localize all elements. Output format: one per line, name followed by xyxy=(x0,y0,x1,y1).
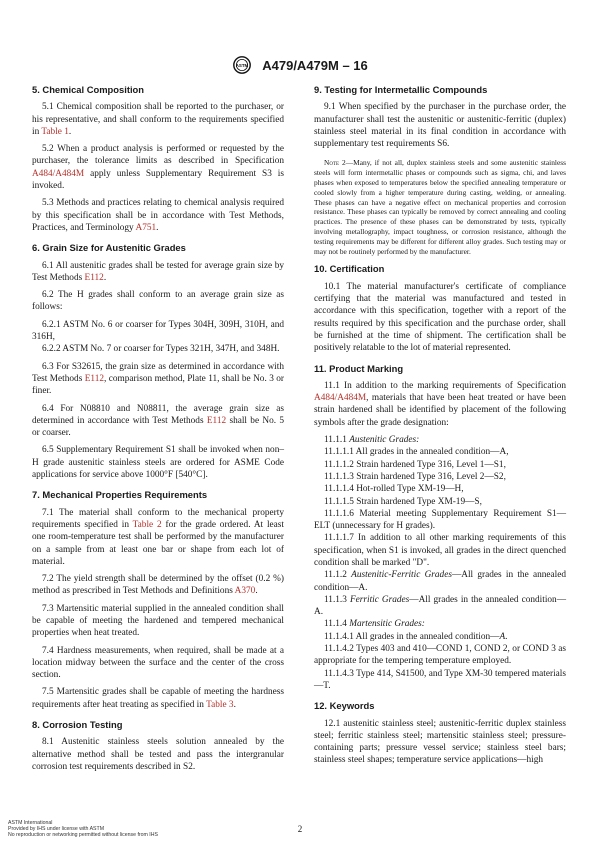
para-11-1-2: 11.1.2 Austenitic-Ferritic Grades—All grades in the annealed condition—A. xyxy=(314,570,566,593)
para-11-1-1-3: 11.1.1.3 Strain hardened Type 316, Level 2—S2, xyxy=(324,471,506,482)
footer-line: No reproduction or networking permitted without license from IHS xyxy=(8,832,158,838)
section-8-title: 8. Corrosion Testing xyxy=(32,719,123,731)
para-11-1-1-2: 11.1.1.2 Strain hardened Type 316, Level 1—S1, xyxy=(324,459,506,470)
astm-logo-icon xyxy=(232,56,252,74)
para-6-5: 6.5 Supplementary Requirement S1 shall be invoked when non–H grade austenitic stainless steels are ordered for ASME Code applications for service above 1000°F [540°C]. xyxy=(32,445,284,481)
footer-line: Provided by IHS under license with ASTM xyxy=(8,826,105,832)
section-7-title: 7. Mechanical Properties Requirements xyxy=(32,489,208,501)
para-11-1-4-1: 11.1.4.1 All grades in the annealed condition—A. xyxy=(324,631,508,642)
para-7-5: 7.5 Martensitic grades shall be capable of meeting the hardness requirements after heat treating as specified in Table 3. xyxy=(32,687,284,710)
para-9-1: 9.1 When specified by the purchaser in the purchase order, the manufacturer shall test the austenitic or austenitic-ferritic (duplex) stainless steel material in its final condition in accordance with supplementary test requirements S6. xyxy=(314,102,566,150)
section-11-title: 11. Product Marking xyxy=(314,362,404,374)
link-e112[interactable]: E112 xyxy=(84,272,104,283)
para-6-2: 6.2 The H grades shall conform to an average grain size as follows: xyxy=(32,290,284,313)
section-9-title: 9. Testing for Intermetallic Compounds xyxy=(314,84,488,95)
section-10-title: 10. Certification xyxy=(314,263,385,275)
document-id: A479/A479M – 16 xyxy=(262,57,368,73)
link-a751[interactable]: A751 xyxy=(135,222,157,233)
link-table-2[interactable]: Table 2 xyxy=(132,519,162,530)
section-6-title: 6. Grain Size for Austenitic Grades xyxy=(32,242,186,254)
section-12-title: 12. Keywords xyxy=(314,700,375,712)
section-5-title: 5. Chemical Composition xyxy=(32,84,144,95)
note-label: Note 2 xyxy=(324,158,346,168)
link-a370[interactable]: A370 xyxy=(234,586,256,597)
link-table-1[interactable]: Table 1 xyxy=(41,126,69,137)
para-6-1: 6.1 All austenitic grades shall be tested for average grain size by Test Methods E112. xyxy=(32,260,284,283)
para-5-1: 5.1 Chemical composition shall be reported to the purchaser, or his representative, and shall conform to the requirements specified in Table 1. xyxy=(32,102,284,137)
para-12-1: 12.1 austenitic stainless steel; austenitic-ferritic duplex stainless steel; ferritic stainless steel; martensitic stainless steel; pressure-containing parts; pressure vessel service; stainless steel bars; stainless steel shapes; temperature service applications—high xyxy=(314,718,566,766)
left-column xyxy=(32,84,284,778)
para-11-1-4: 11.1.4 Martensitic Grades: xyxy=(324,619,425,630)
para-11-1-1: 11.1.1 Austenitic Grades: xyxy=(324,435,420,446)
para-11-1-4-3: 11.1.4.3 Type 414, S41500, and Type XM-30 tempered materials—T. xyxy=(314,668,566,691)
page-number: 2 xyxy=(297,824,303,834)
para-11-1-1-4: 11.1.1.4 Hot-rolled Type XM-19—H, xyxy=(324,484,464,495)
link-e112[interactable]: E112 xyxy=(206,415,227,426)
para-8-1: 8.1 Austenitic stainless steels solution annealed by the alternative method shall be tested and pass the intergranular corrosion test requirements described in S2. xyxy=(32,737,284,772)
para-7-3: 7.3 Martensitic material supplied in the annealed condition shall be capable of meeting the hardened and tempered mechanical properties when heat treated. xyxy=(32,603,284,639)
para-6-2-1: 6.2.1 ASTM No. 6 or coarser for Types 304H, 309H, 310H, and 316H, xyxy=(32,319,284,343)
para-11-1: 11.1 In addition to the marking requirements of Specification A484/A484M, materials that have been heat treated or have been strain hardened shall be identified by placement of the following symbols after the grade designation: xyxy=(314,380,566,428)
para-7-1: 7.1 The material shall conform to the mechanical property requirements specified in Table 2 for the grade ordered. At least one room-temperature test shall be performed by the manufacturer on a sample from at least one bar or shape from each lot of material. xyxy=(32,507,284,567)
para-6-3: 6.3 For S32615, the grain size as determined in accordance with Test Methods E112, comparison method, Plate 11, shall be No. 3 or finer. xyxy=(32,361,285,397)
para-11-1-1-7: 11.1.1.7 In addition to all other marking requirements of this specification, when S1 is invoked, all grades in the direct quenched condition shall be marked "D". xyxy=(314,533,566,568)
para-11-1-1-1: 11.1.1.1 All grades in the annealed condition—A, xyxy=(324,447,509,458)
right-column xyxy=(314,84,566,772)
para-6-4: 6.4 For N08810 and N08811, the average grain size as determined in accordance with Test Methods E112 shall be No. 5 or coarser. xyxy=(32,403,284,439)
link-table-3[interactable]: Table 3 xyxy=(206,699,234,710)
link-e112[interactable]: E112 xyxy=(84,373,105,384)
para-7-4: 7.4 Hardness measurements, when required, shall be made at a location midway between the surface and the center of the cross section. xyxy=(32,645,284,681)
para-11-1-1-6: 11.1.1.6 Material meeting Supplementary Requirement S1—ELT (unnecessary for H grades). xyxy=(314,508,566,532)
para-11-1-4-2: 11.1.4.2 Types 403 and 410—COND 1, COND 2, or COND 3 as appropriate for the tempering temperature employed. xyxy=(314,644,566,667)
logo-text: ASTM xyxy=(236,63,249,69)
para-11-1-1-5: 11.1.1.5 Strain hardened Type XM-19—S, xyxy=(324,496,482,507)
para-6-2-2: 6.2.2 ASTM No. 7 or coarser for Types 321H, 347H, and 348H. xyxy=(42,344,280,355)
link-a484[interactable]: A484/A484M xyxy=(32,168,85,179)
footer-line: ASTM International xyxy=(8,820,53,826)
para-7-2: 7.2 The yield strength shall be determined by the offset (0.2 %) method as prescribed in Test Methods and Definitions A370. xyxy=(32,574,284,597)
para-5-2: 5.2 When a product analysis is performed or requested by the purchaser, the tolerance limits as described in Specification A484/A484M apply unless Supplementary Requirement S3 is invoked. xyxy=(32,144,284,192)
para-10-1: 10.1 The material manufacturer's certificate of compliance certifying that the material was manufactured and tested in accordance with this specification, together with a report of the results required by this specification and the purchase order, shall be furnished at the time of shipment. The certification shall be positively relatable to the lot of material represented. xyxy=(314,281,566,354)
page-header xyxy=(0,56,600,74)
note-2: Note 2—Many, if not all, duplex stainless steels and some austenitic stainless steels will form intermetallic phases or compounds such as sigma, chi, and laves phases when exposed to temperatures below the specified annealing temperature or cooled slowly from a higher temperature during casting, welding, or annealing. These phases can have a negative effect on mechanical properties and corrosion resistance. These phases can typically be removed by correct annealing and cooling practices. The presence of these phases can be demonstrated by tests, typically involving metallography, impact toughness, or corrosion resistance, although the testing requirements may be different for different alloy grades. Such testing may or may not be routinely performed by the manufacturer. xyxy=(314,158,566,256)
link-a484[interactable]: A484/A484M xyxy=(314,393,367,404)
para-5-3: 5.3 Methods and practices relating to chemical analysis required by this specification shall be in accordance with Test Methods, Practices, and Terminology A751. xyxy=(32,198,284,233)
para-11-1-3: 11.1.3 Ferritic Grades—All grades in the annealed condition—A. xyxy=(314,594,566,618)
